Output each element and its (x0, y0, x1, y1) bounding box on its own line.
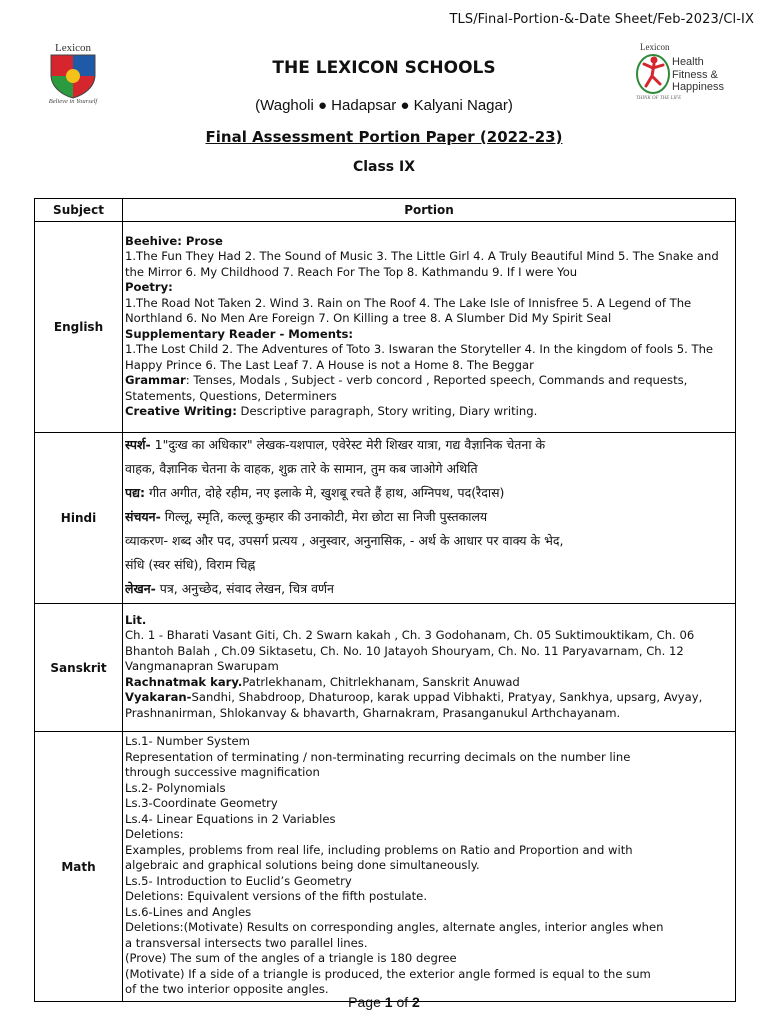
math-line: (Motivate) If a side of a triangle is produced, the exterior angle formed is equal to the sum (125, 966, 651, 981)
vyakaran-sanskrit-list: Sandhi, Shabdroop, Dhaturoop, karak uppad Vibhakti, Pratyay, Sankhya, upsarg, Avyay, Prashnanirman, Shlokanvay & bhavarth, Gharnakram, Prasanganukul Arthchayanam. (125, 690, 703, 720)
sanchayan-list: गिल्लू, स्मृति, कल्लू कुम्हार की उनाकोटी, मेरा छोटा सा निजी पुस्तकालय (160, 509, 488, 524)
logo-motto: Believe in Yourself (48, 98, 98, 105)
class-label: Class IX (352, 159, 416, 175)
math-line: a transversal intersects two parallel lines. (125, 935, 368, 950)
sparsh-list-cont: वाहक, वैज्ञानिक चेतना के वाहक, शुक्र तारे के सामान, तुम कब जाओगे अथिति (125, 461, 478, 476)
heading-lit: Lit. (125, 612, 147, 627)
math-line: Ls.2- Polynomials (125, 780, 226, 795)
school-name: THE LEXICON SCHOOLS (272, 58, 496, 78)
padya-list: गीत अगीत, दोहे रहीम, नए इलाके मे, खुशबू रचते हैं हाथ, अग्निपथ, पद(रैदास) (144, 485, 505, 500)
logo-brand-text: Lexicon (640, 42, 670, 52)
heading-vyakaran: Vyakaran- (125, 690, 192, 705)
paper-title: Final Assessment Portion Paper (2022-23) (205, 128, 563, 146)
math-line: Ls.1- Number System (125, 734, 250, 749)
logo-line-health: Health (672, 56, 704, 68)
heading-creative-writing: Creative Writing: (125, 404, 237, 418)
logo-brand-text: Lexicon (54, 42, 92, 54)
logo-line-happiness: Happiness (672, 81, 724, 93)
supplementary-list: 1.The Lost Child 2. The Adventures of Toto 3. Iswaran the Storyteller 4. In the kingdom of fools 5. The Happy Prince 6. The Last Leaf 7. A House is not a Home 8. The Beggar (125, 342, 714, 372)
lit-list: Ch. 1 - Bharati Vasant Giti, Ch. 2 Swarn kakah , Ch. 3 Godohanam, Ch. 05 Suktimouktikam, Ch. 06 Bhantoh Balah , Ch.09 Siktasetu, Ch. No. 10 Jatayoh Shouryam, Ch. No. 11 Paryavarnam, Ch. 12 Vangmanapran Swarupam (125, 628, 695, 674)
header-subject: Subject (35, 199, 123, 222)
heading-rachnatmak: Rachnatmak kary. (125, 674, 243, 689)
math-line: algebraic and graphical solutions being done simultaneously. (125, 858, 480, 873)
creative-writing-list: Descriptive paragraph, Story writing, Diary writing. (236, 404, 538, 418)
sparsh-list: 1"दुःख का अधिकार" लेखक-यशपाल, एवेरेस्ट मेरी शिखर यात्रा, गद्य वैज्ञानिक चेतना के (150, 437, 546, 452)
portion-sanskrit (123, 604, 736, 732)
heading-supplementary: Supplementary Reader - Moments: (125, 326, 354, 341)
math-line: (Prove) The sum of the angles of a triangle is 180 degree (125, 951, 457, 966)
prose-list: 1.The Fun They Had 2. The Sound of Music 3. The Little Girl 4. A Truly Beautiful Mind 5. The Snake and the Mirror 6. My Childhood 7. Reach For The Top 8. Kathmandu 9. If I were You (125, 249, 719, 279)
of-word: of (396, 994, 409, 1010)
subject-english: English (35, 222, 123, 433)
heading-poetry: Poetry: (125, 280, 173, 294)
page-word: Page (348, 994, 381, 1010)
grammar-list: : Tenses, Modals , Subject - verb concord , Reported speech, Commands and requests, Statements, Questions, Determiners (125, 373, 688, 403)
hindi-line-sanchayan (125, 505, 731, 529)
logo-tagline: THINK OF THE LIFE (636, 96, 682, 101)
heading-prose: Beehive: Prose (125, 233, 223, 248)
hindi-line-sparsh (125, 433, 731, 457)
heading-sanchayan: संचयन- (125, 509, 161, 524)
poetry-list: 1.The Road Not Taken 2. Wind 3. Rain on The Roof 4. The Lake Isle of Innisfree 5. A Legend of The Northland 6. No Men Are Foreign 7. On Killing a tree 8. A Slumber Did My Spirit Seal (125, 295, 692, 325)
table-header-row (35, 199, 736, 222)
portion-math (123, 732, 736, 1002)
heading-sparsh: स्पर्श- (125, 437, 151, 452)
subject-sanskrit: Sanskrit (35, 604, 123, 732)
math-line: Ls.5- Introduction to Euclid’s Geometry (125, 873, 352, 888)
current-page: 1 (384, 994, 393, 1010)
branches-line: (Wagholi ● Hadapsar ● Kalyani Nagar) (255, 97, 513, 114)
page-number (0, 994, 768, 1010)
math-line: Deletions: (125, 827, 184, 842)
math-line: Ls.3-Coordinate Geometry (125, 796, 278, 811)
portion-hindi (123, 433, 736, 604)
math-line: through successive magnification (125, 765, 320, 780)
subject-math: Math (35, 732, 123, 1002)
hindi-line-lekhan (125, 577, 731, 601)
table-row-hindi (35, 433, 736, 604)
math-line: Deletions:(Motivate) Results on corresponding angles, alternate angles, interior angles when (125, 920, 664, 935)
header-portion: Portion (123, 199, 736, 222)
heading-padya: पद्य: (125, 485, 145, 500)
math-line: Ls.4- Linear Equations in 2 Variables (125, 811, 336, 826)
math-line: of the two interior opposite angles. (125, 982, 329, 997)
table-row-sanskrit (35, 604, 736, 732)
document-reference: TLS/Final-Portion-&-Date Sheet/Feb-2023/Cl-IX (449, 12, 754, 27)
subject-hindi: Hindi (35, 433, 123, 604)
math-line: Deletions: Equivalent versions of the fifth postulate. (125, 889, 428, 904)
total-pages: 2 (412, 994, 420, 1010)
vyakaran-list: व्याकरण- शब्द और पद, उपसर्ग प्रत्यय , अनुस्वार, अनुनासिक, - अर्थ के आधार पर वाक्य के भेद, (125, 533, 564, 548)
lekhan-list: पत्र, अनुच्छेद, संवाद लेखन, चित्र वर्णन (155, 581, 334, 596)
math-line: Representation of terminating / non-terminating recurring decimals on the number line (125, 749, 631, 764)
logo-line-fitness: Fitness & (672, 68, 718, 81)
portion-table (34, 198, 736, 1002)
hindi-line-padya (125, 481, 731, 505)
heading-lekhan: लेखन- (125, 581, 156, 596)
table-row-english (35, 222, 736, 433)
portion-english (123, 222, 736, 433)
table-row-math (35, 732, 736, 1002)
rachnatmak-list: Patrlekhanam, Chitrlekhanam, Sanskrit Anuwad (242, 674, 520, 689)
vyakaran-list-cont: संधि (स्वर संधि), विराम चिह्न (125, 557, 256, 572)
math-line: Ls.6-Lines and Angles (125, 904, 252, 919)
heading-grammar: Grammar (125, 373, 186, 387)
math-line: Examples, problems from real life, including problems on Ratio and Proportion and with (125, 842, 633, 857)
